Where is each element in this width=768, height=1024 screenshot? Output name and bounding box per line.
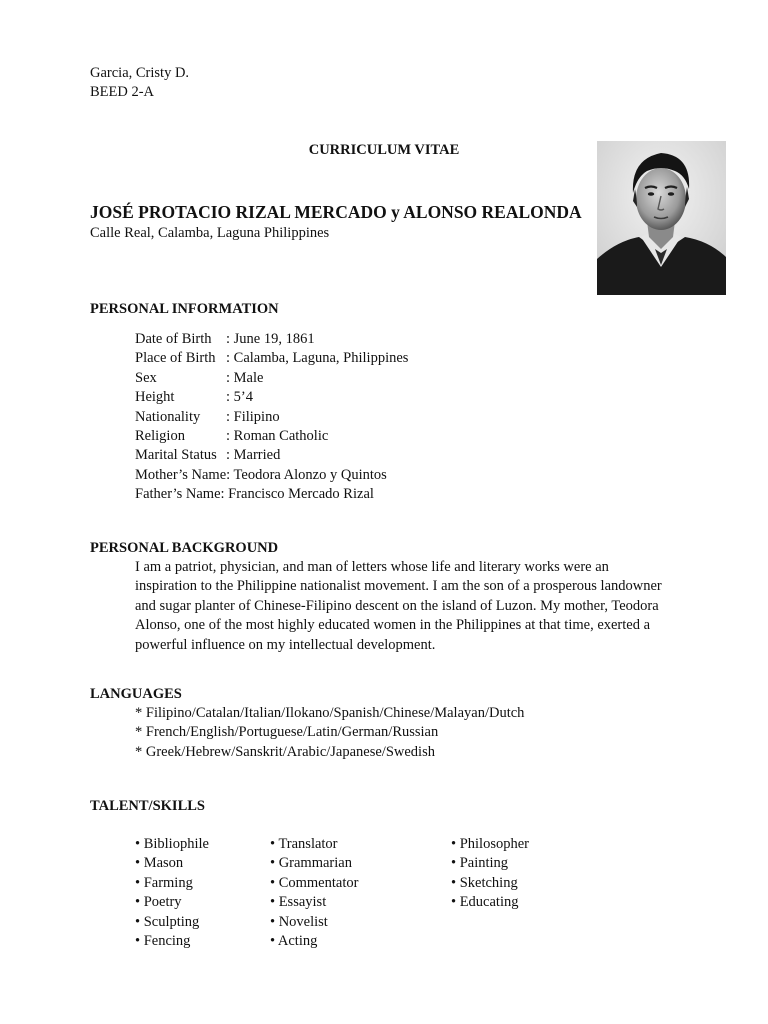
info-label: Religion xyxy=(135,428,185,445)
language-line: * Filipino/Catalan/Italian/Ilokano/Spanish/Chinese/Malayan/Dutch xyxy=(135,705,525,721)
info-row-sex xyxy=(135,369,408,388)
student-name: Garcia, Cristy D. xyxy=(90,65,190,81)
personal-information-heading: PERSONAL INFORMATION xyxy=(90,301,279,317)
skill-item: • Acting xyxy=(270,933,318,950)
skills-grid xyxy=(135,835,601,951)
skill-item: • Fencing xyxy=(135,933,191,950)
info-value: : Filipino xyxy=(226,408,280,425)
personal-information-list xyxy=(135,330,408,505)
skill-item: • Commentator xyxy=(270,874,359,891)
info-value: : Roman Catholic xyxy=(226,428,329,445)
skill-item: • Essayist xyxy=(270,894,327,911)
info-value: : Calamba, Laguna, Philippines xyxy=(226,350,409,367)
info-value: : June 19, 1861 xyxy=(226,331,315,347)
full-name: JOSÉ PROTACIO RIZAL MERCADO y ALONSO REALONDA xyxy=(90,202,582,222)
skill-item: • Philosopher xyxy=(451,836,529,852)
info-row-mothers-name xyxy=(135,466,408,485)
skill-item: • Painting xyxy=(451,855,509,872)
skill-item: • Sketching xyxy=(451,874,518,891)
name-block xyxy=(90,200,582,243)
personal-background-heading: PERSONAL BACKGROUND xyxy=(90,540,279,556)
languages-list xyxy=(135,704,524,762)
skills-heading: TALENT/SKILLS xyxy=(90,798,205,814)
skill-item: • Educating xyxy=(451,894,519,911)
document-title: CURRICULUM VITAE xyxy=(308,142,460,158)
personal-background-text: I am a patriot, physician, and man of letters whose life and literary works were an inspiration to the Philippine nationalist movement. I am the son of a prosperous landowner and sugar planter of Chinese-Filipino descent on the island of Luzon. My mother, Teodora Alonso, one of the most highly educated women in the Philippines at that time, exerted a powerful influence on my intellectual development. xyxy=(135,559,662,653)
skills-column-2 xyxy=(270,835,451,951)
info-row-fathers-name xyxy=(135,485,408,504)
skills-column-3 xyxy=(451,835,601,951)
info-value: : 5’4 xyxy=(226,389,253,406)
skills-column-1 xyxy=(135,835,270,951)
info-value: : Teodora Alonzo y Quintos xyxy=(226,466,387,483)
info-label: Nationality xyxy=(135,408,201,425)
skill-item: • Novelist xyxy=(270,913,328,930)
info-label: Place of Birth xyxy=(135,350,216,367)
info-value: : Francisco Mercado Rizal xyxy=(220,486,374,503)
language-line: * Greek/Hebrew/Sanskrit/Arabic/Japanese/Swedish xyxy=(135,743,435,760)
info-label: Mother’s Name xyxy=(135,466,227,483)
info-value: : Married xyxy=(226,447,281,464)
skill-item: • Translator xyxy=(270,836,338,852)
info-label: Father’s Name xyxy=(135,486,221,503)
student-header xyxy=(90,64,189,103)
languages-heading: LANGUAGES xyxy=(90,686,182,702)
info-value: : Male xyxy=(226,369,264,386)
language-line: * French/English/Portuguese/Latin/German/Russian xyxy=(135,724,439,741)
info-row-marital-status xyxy=(135,446,408,465)
skill-item: • Poetry xyxy=(135,894,182,911)
skill-item: • Farming xyxy=(135,874,193,891)
info-label: Date of Birth xyxy=(135,331,212,347)
info-label: Sex xyxy=(135,369,157,386)
skill-item: • Grammarian xyxy=(270,855,352,872)
portrait-photo-graphic xyxy=(597,141,726,295)
student-section: BEED 2-A xyxy=(90,84,155,101)
info-label: Height xyxy=(135,389,175,406)
skill-item: • Sculpting xyxy=(135,913,200,930)
address: Calle Real, Calamba, Laguna Philippines xyxy=(90,225,330,241)
portrait-photo xyxy=(597,141,726,295)
info-row-date-of-birth xyxy=(135,330,408,349)
skill-item: • Mason xyxy=(135,855,184,872)
info-row-nationality xyxy=(135,408,408,427)
info-row-place-of-birth xyxy=(135,349,408,368)
info-label: Marital Status xyxy=(135,447,217,464)
skill-item: • Bibliophile xyxy=(135,836,209,852)
info-row-religion xyxy=(135,427,408,446)
info-row-height xyxy=(135,388,408,407)
